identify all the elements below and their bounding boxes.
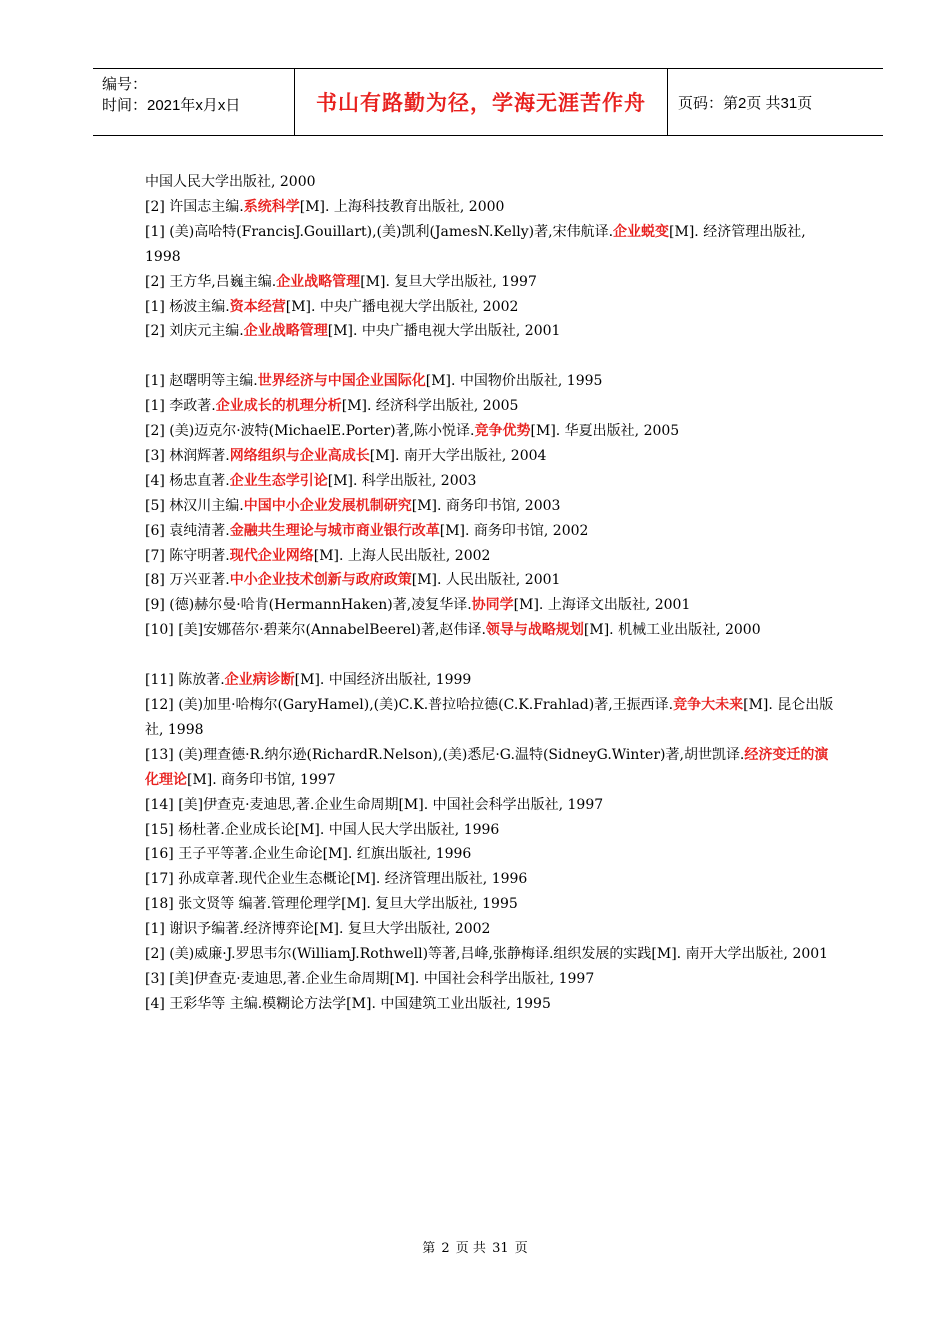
- header-motto: 书山有路勤为径，学海无涯苦作舟: [295, 69, 668, 135]
- reference-text: [M]. 经济科学出版社, 2005: [341, 398, 519, 415]
- highlighted-title: 企业病诊断: [224, 672, 295, 689]
- reference-text: [3] 林润辉著.: [145, 447, 230, 464]
- reference-text: [M]. 机械工业出版社, 2000: [583, 622, 761, 639]
- reference-entry: [145, 668, 840, 693]
- highlighted-title: 世界经济与中国企业国际化: [257, 373, 426, 390]
- footer-mid: 页 共: [455, 1241, 486, 1256]
- reference-text: [M]. 商务印书馆, 2002: [439, 522, 589, 539]
- reference-entry: [145, 494, 840, 519]
- reference-text: [1] (美)高哈特(FrancisJ.Gouillart),(美)凯利(JamesN.Kelly)著,宋伟航译.: [145, 223, 614, 240]
- reference-text: [M]. 商务印书馆, 2003: [411, 497, 561, 514]
- reference-text: [8] 万兴亚著.: [145, 572, 230, 589]
- document-time-label: 时间：2021年x月x日: [102, 97, 241, 114]
- reference-text: [4] 杨忠直著.: [145, 472, 230, 489]
- reference-text: [M]. 上海科技教育出版社, 2000: [299, 198, 505, 215]
- reference-entry: [145, 842, 840, 867]
- reference-entry: [145, 867, 840, 892]
- reference-entry: [145, 220, 840, 270]
- highlighted-title: 竞争大未来: [673, 697, 744, 713]
- reference-text: [10] [美]安娜蓓尔·碧莱尔(AnnabelBeerel)著,赵伟译.: [145, 622, 486, 639]
- reference-text: [M]. 中国物价出版社, 1995: [425, 373, 603, 390]
- reference-text: [M]. 中央广播电视大学出版社, 2001: [327, 323, 561, 340]
- reference-text: [18] 张文贤等 编著.管理伦理学[M]. 复旦大学出版社, 1995: [145, 896, 518, 913]
- reference-text: [2] 王方华,吕巍主编.: [145, 273, 277, 290]
- reference-entry: [145, 992, 840, 1017]
- highlighted-title: 中国中小企业发展机制研究: [243, 497, 412, 514]
- reference-entry: [145, 967, 840, 992]
- page-header: [93, 68, 883, 136]
- highlighted-title: 现代企业网络: [229, 547, 314, 564]
- reference-entry: [145, 394, 840, 419]
- highlighted-title: 系统科学: [243, 198, 300, 215]
- reference-text: [2] 许国志主编.: [145, 198, 244, 215]
- document-number-label: 编号：: [102, 76, 148, 93]
- reference-text: [16] 王子平等著.企业生命论[M]. 红旗出版社, 1996: [145, 846, 472, 863]
- blank-line: [145, 344, 840, 369]
- highlighted-title: 企业生态学引论: [229, 472, 328, 489]
- reference-text: [12] (美)加里·哈梅尔(GaryHamel),(美)C.K.普拉哈拉德(C.K.Frahlad)著,王振西译.: [145, 697, 674, 713]
- reference-text: [M]. 人民出版社, 2001: [411, 572, 561, 589]
- reference-text: [14] [美]伊查克·麦迪思,著.企业生命周期[M]. 中国社会科学出版社, 1997: [145, 796, 604, 813]
- reference-entry: [145, 295, 840, 320]
- highlighted-title: 网络组织与企业高成长: [229, 447, 370, 464]
- footer-page-number: 2: [441, 1241, 450, 1256]
- reference-text: [1] 杨波主编.: [145, 298, 230, 315]
- reference-text: [2] (美)威廉·J.罗思韦尔(WilliamJ.Rothwell)等著,吕峰,张静梅译.组织发展的实践[M]. 南开大学出版社, 2001: [145, 946, 829, 963]
- reference-list: [145, 170, 840, 1017]
- reference-text: [9] (德)赫尔曼·哈肯(HermannHaken)著,凌复华译.: [145, 597, 472, 614]
- footer-total-pages: 31: [492, 1241, 509, 1256]
- highlighted-title: 资本经营: [229, 298, 286, 315]
- reference-entry: [145, 519, 840, 544]
- reference-entry: [145, 917, 840, 942]
- header-page-indicator: 页码：第2页 共31页: [678, 94, 813, 112]
- reference-text: [17] 孙成章著.现代企业生态概论[M]. 经济管理出版社, 1996: [145, 871, 528, 888]
- reference-text: [6] 袁纯清著.: [145, 522, 230, 539]
- highlighted-title: 领导与战略规划: [485, 622, 584, 639]
- reference-text: [M]. 华夏出版社, 2005: [530, 423, 680, 440]
- footer-suffix: 页: [514, 1241, 528, 1256]
- reference-entry: [145, 419, 840, 444]
- reference-entry: [145, 469, 840, 494]
- reference-entry: [145, 743, 840, 793]
- reference-text: [3] [美]伊查克·麦迪思,著.企业生命周期[M]. 中国社会科学出版社, 1997: [145, 970, 595, 987]
- reference-text: [1] 谢识予编著.经济博弈论[M]. 复旦大学出版社, 2002: [145, 921, 491, 938]
- reference-entry: [145, 444, 840, 469]
- reference-text: [M]. 上海人民出版社, 2002: [313, 547, 491, 564]
- reference-text: [M]. 科学出版社, 2003: [327, 472, 477, 489]
- reference-text: [M]. 复旦大学出版社, 1997: [360, 273, 537, 290]
- highlighted-title: 企业成长的机理分析: [215, 398, 342, 415]
- footer-prefix: 第: [422, 1241, 436, 1256]
- reference-entry: [145, 593, 840, 618]
- highlighted-title: 企业战略管理: [243, 323, 328, 340]
- reference-text: [1] 李政著.: [145, 398, 216, 415]
- reference-entry: [145, 892, 840, 917]
- reference-text: [M]. 商务印书馆, 1997: [187, 771, 336, 788]
- reference-text: [M]. 中央广播电视大学出版社, 2002: [285, 298, 519, 315]
- highlighted-title: 竞争优势: [474, 423, 531, 440]
- reference-text: [M]. 经济管理出版社, 1998: [145, 223, 806, 265]
- reference-entry: [145, 319, 840, 344]
- reference-text: [11] 陈放著.: [145, 672, 225, 689]
- highlighted-title: 协同学: [471, 597, 514, 614]
- highlighted-title: 企业战略管理: [276, 273, 361, 290]
- reference-text: [2] (美)迈克尔·波特(MichaelE.Porter)著,陈小悦译.: [145, 423, 475, 440]
- page-footer: [0, 1237, 950, 1256]
- reference-entry: [145, 544, 840, 569]
- reference-text: [13] (美)理查德·R.纳尔逊(RichardR.Nelson),(美)悉尼·G.温特(SidneyG.Winter)著,胡世凯译.: [145, 746, 745, 763]
- reference-entry: [145, 170, 840, 195]
- highlighted-title: 企业蜕变: [613, 223, 670, 240]
- reference-text: [M]. 中国经济出版社, 1999: [294, 672, 472, 689]
- reference-entry: [145, 270, 840, 295]
- reference-entry: [145, 942, 840, 967]
- reference-text: [2] 刘庆元主编.: [145, 323, 244, 340]
- blank-line: [145, 643, 840, 668]
- reference-text: 中国人民大学出版社, 2000: [145, 174, 316, 190]
- header-meta: [93, 69, 295, 135]
- reference-entry: [145, 793, 840, 818]
- reference-text: [1] 赵曙明等主编.: [145, 373, 258, 390]
- highlighted-title: 金融共生理论与城市商业银行改革: [229, 522, 440, 539]
- reference-text: [5] 林汉川主编.: [145, 497, 244, 514]
- highlighted-title: 中小企业技术创新与政府政策: [229, 572, 412, 589]
- reference-entry: [145, 693, 840, 743]
- highlighted-title: 经济变迁的演化理论: [145, 746, 829, 788]
- reference-text: [15] 杨杜著.企业成长论[M]. 中国人民大学出版社, 1996: [145, 821, 500, 838]
- reference-text: [M]. 南开大学出版社, 2004: [369, 447, 547, 464]
- reference-entry: [145, 618, 840, 643]
- reference-entry: [145, 568, 840, 593]
- reference-entry: [145, 818, 840, 843]
- reference-entry: [145, 195, 840, 220]
- reference-text: [M]. 昆仑出版社, 1998: [145, 697, 834, 738]
- reference-text: [7] 陈守明著.: [145, 547, 230, 564]
- reference-text: [4] 王彩华等 主编.模糊论方法学[M]. 中国建筑工业出版社, 1995: [145, 995, 551, 1012]
- reference-entry: [145, 369, 840, 394]
- reference-text: [M]. 上海译文出版社, 2001: [513, 597, 691, 614]
